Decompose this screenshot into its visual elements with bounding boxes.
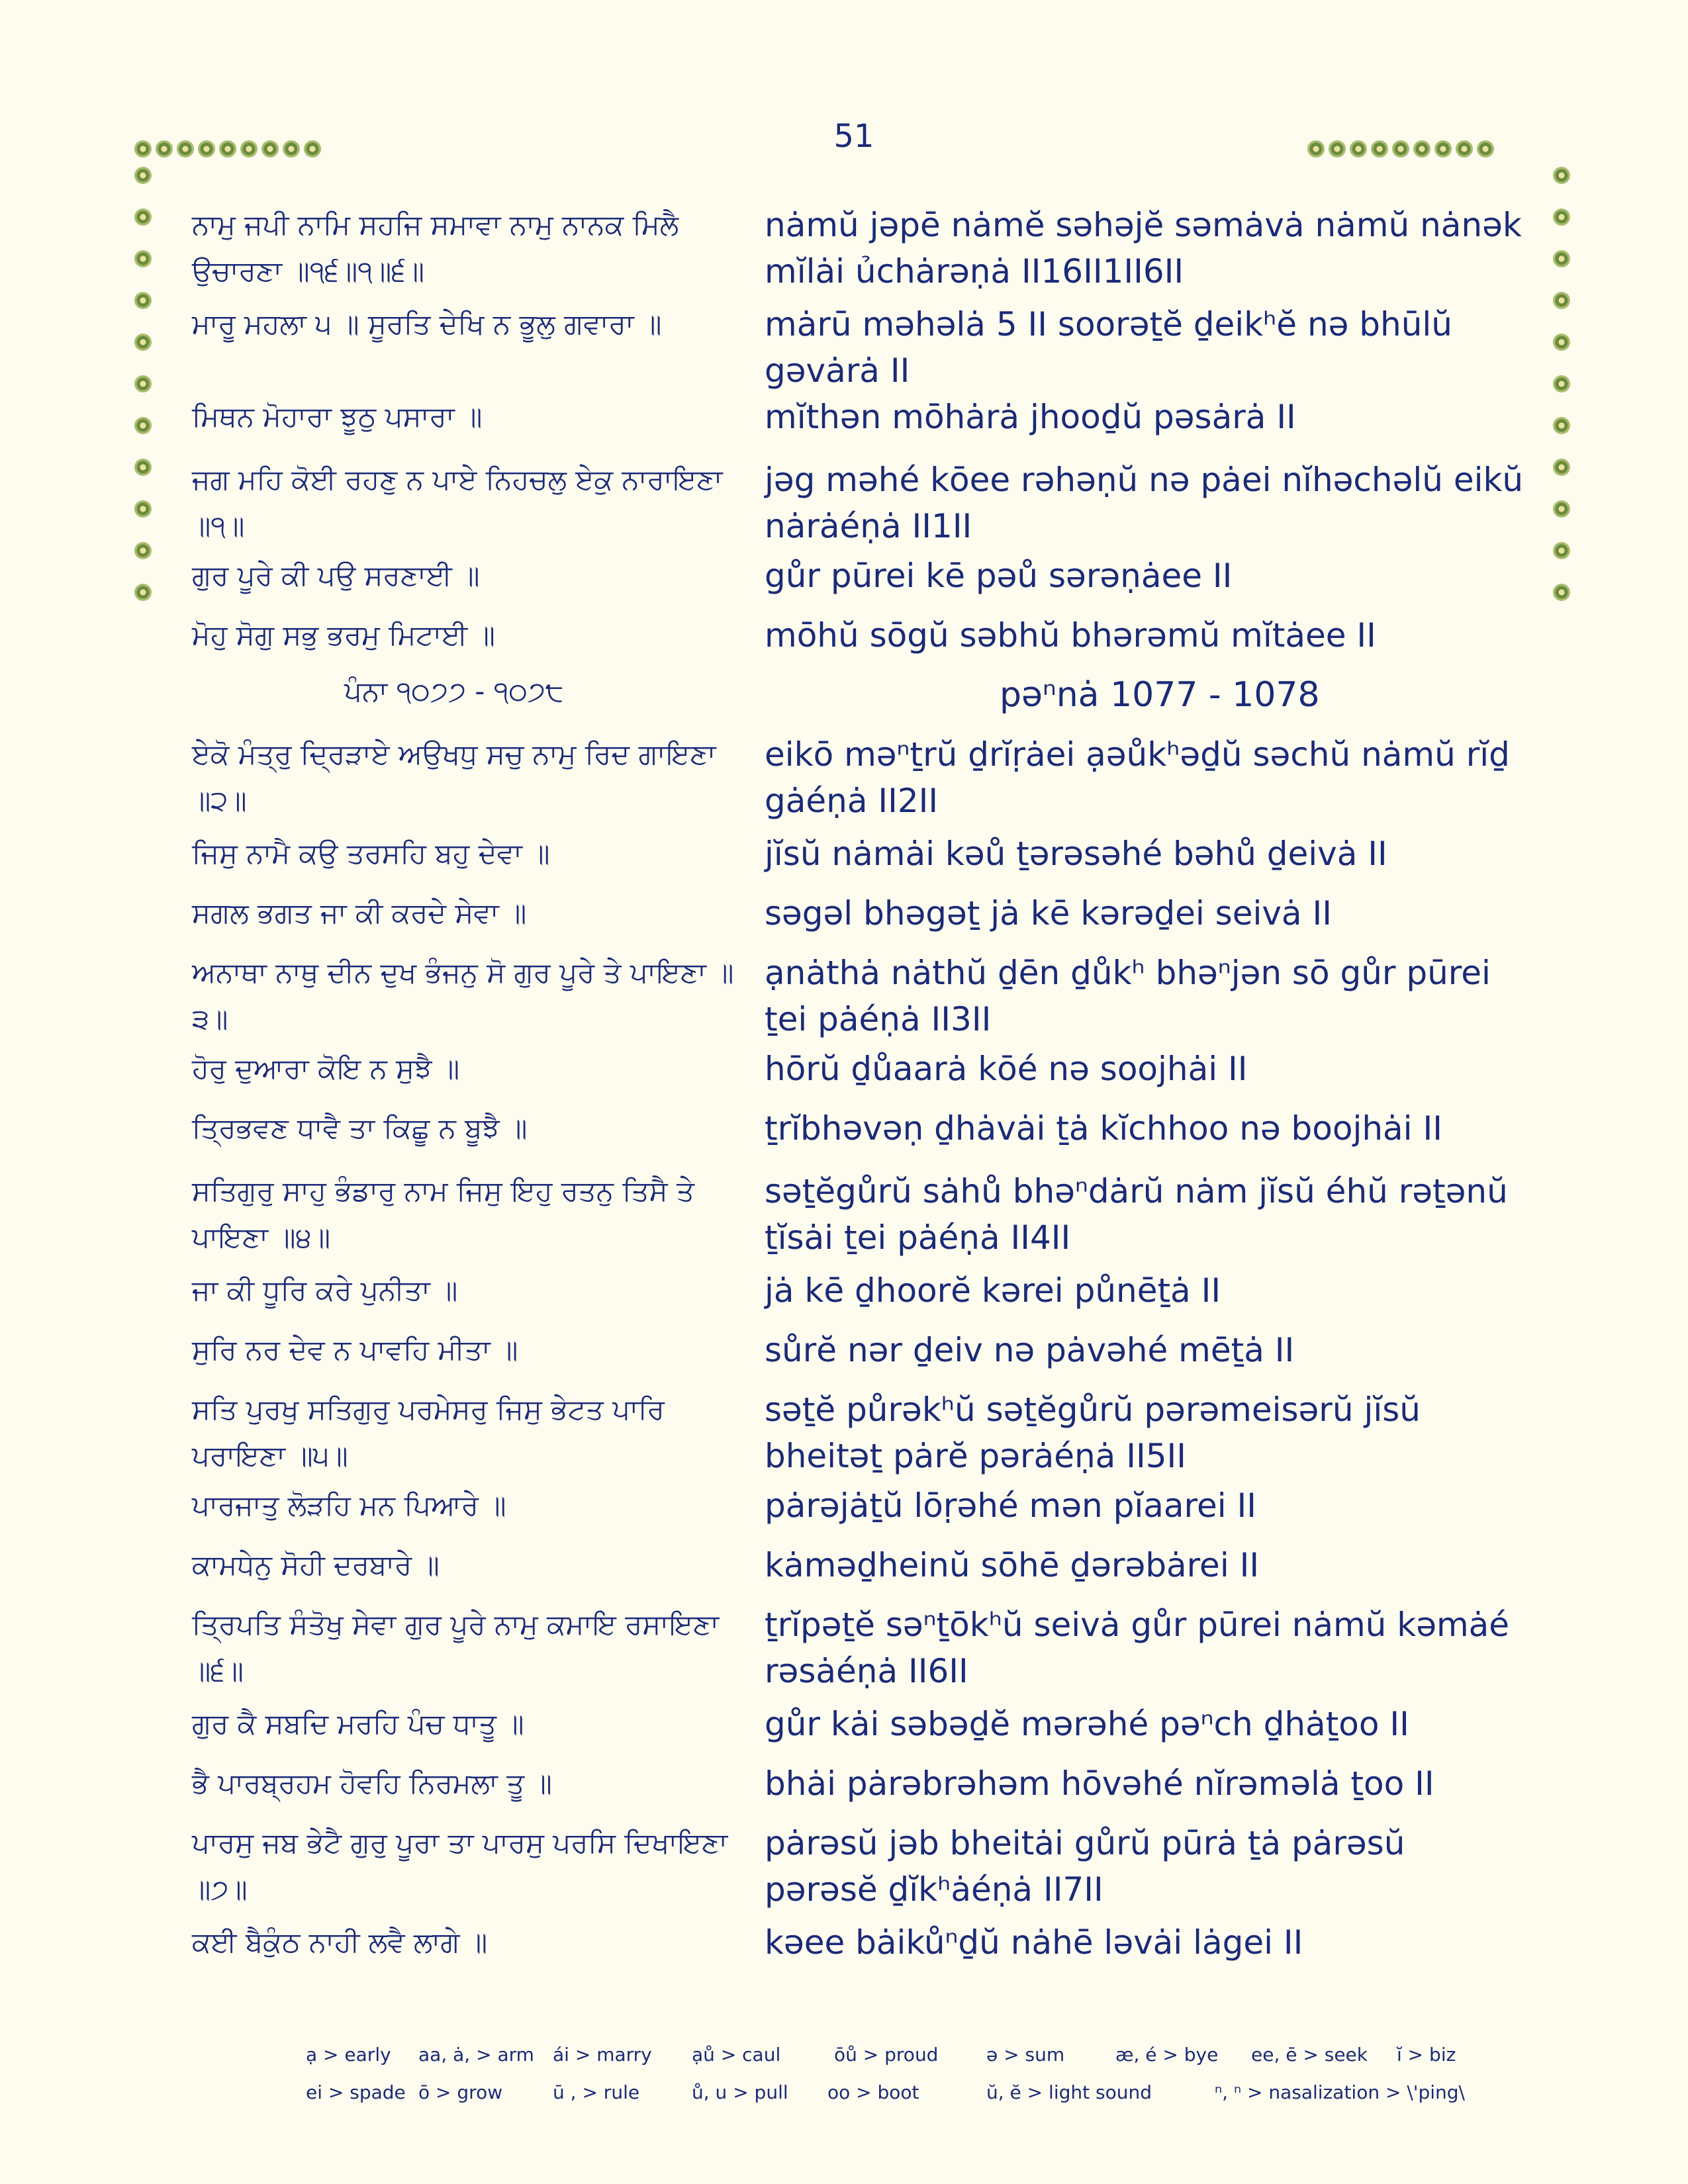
- page-number: 51: [833, 118, 874, 155]
- transliteration-line: gůr pūrei kē pəů sərəṇȧee II: [765, 557, 1233, 595]
- gurmukhi-line: ਪਾਰਸੁ ਜਬ ਭੇਟੈ ਗੁਰੁ ਪੂਰਾ ਤਾ ਪਾਰਸੁ ਪਰਸਿ ਦਿਖਾਇਣਾ ॥੭॥: [192, 1827, 728, 1905]
- transliteration-line: mĭthən mōhȧrȧ jhooḏŭ pəsȧrȧ II: [765, 398, 1296, 436]
- legend-entry: oo > boot: [827, 2081, 919, 2103]
- legend-entry: ạ > early: [306, 2044, 391, 2066]
- flower-icon: [1553, 459, 1570, 476]
- transliteration-line: pȧrəsŭ jəb bheitȧi gůrŭ pūrȧ ṯȧ pȧrəsŭ pərəsĕ ḏĭkʰȧéṇȧ II7II: [765, 1824, 1405, 1909]
- legend-entry: ů, u > pull: [692, 2081, 788, 2103]
- transliteration-line: ạnȧthȧ nȧthŭ ḏēn ḏůkʰ bhəⁿjən sō gůr pūrei ṯei pȧéṇȧ II3II: [765, 954, 1491, 1038]
- flower-icon: [1553, 542, 1570, 559]
- flower-icon: [134, 375, 152, 392]
- panna-label-translit: pəⁿnȧ 1077 - 1078: [1000, 675, 1320, 715]
- flower-icon: [1553, 334, 1570, 351]
- flower-icon: [219, 140, 236, 158]
- transliteration-line: səgəl bhəgəṯ jȧ kē kərəḏei seivȧ II: [765, 894, 1332, 933]
- transliteration-line: ṯrĭpəṯĕ səⁿṯōkʰŭ seivȧ gůr pūrei nȧmŭ kəmȧé rəsȧéṇȧ II6II: [765, 1606, 1510, 1690]
- transliteration-line: mȧrū məhəlȧ 5 II soorəṯĕ ḏeikʰĕ nə bhūlŭ gəvȧrȧ II: [765, 305, 1452, 390]
- panna-label-gurmukhi: ਪੰਨਾ ੧੦੭੭ - ੧੦੭੮: [344, 675, 564, 707]
- transliteration-line: bhȧi pȧrəbrəhəm hōvəhé nĭrəməlȧ ṯoo II: [765, 1764, 1434, 1803]
- transliteration-line: səṯĕ půrəkʰŭ səṯĕgůrŭ pərəmeisərŭ jĭsŭ bheitəṯ pȧrĕ pərȧéṇȧ II5II: [765, 1390, 1421, 1475]
- gurmukhi-line: ਏਕੋ ਮੰਤ੍ਰੁ ਦ੍ਰਿੜਾਏ ਅਉਖਧੁ ਸਚੁ ਨਾਮੁ ਰਿਦ ਗਾਇਣਾ ॥੨॥: [192, 738, 716, 817]
- flower-icon: [177, 140, 194, 158]
- legend-entry: ōů > proud: [834, 2044, 939, 2066]
- transliteration-line: jȧ kē ḏhoorĕ kərei půnēṯȧ II: [765, 1271, 1221, 1310]
- flower-icon: [261, 140, 279, 158]
- legend-entry: ⁿ, ⁿ > nasalization > \'ping\: [1215, 2081, 1465, 2103]
- gurmukhi-line: ਮਿਥਨ ਮੋਹਾਰਾ ਝੂਠੁ ਪਸਾਰਾ ॥: [192, 400, 483, 433]
- flower-icon: [1553, 292, 1570, 309]
- flower-icon: [1553, 417, 1570, 434]
- flower-icon: [1553, 584, 1570, 601]
- transliteration-line: nȧmŭ jəpē nȧmĕ səhəjĕ səmȧvȧ nȧmŭ nȧnək mĭlȧi ủchȧrəṇȧ II16II1II6II: [765, 206, 1522, 291]
- flower-icon: [1553, 500, 1570, 518]
- flower-icon: [1434, 140, 1452, 158]
- gurmukhi-line: ਮੋਹੁ ਸੋਗੁ ਸਭੁ ਭਰਮੁ ਮਿਟਾਈ ॥: [192, 619, 495, 651]
- flower-icon: [198, 140, 215, 158]
- gurmukhi-line: ਜਿਸੁ ਨਾਮੈ ਕਉ ਤਰਸਹਿ ਬਹੁ ਦੇਵਾ ॥: [192, 837, 550, 870]
- transliteration-line: pȧrəjȧṯŭ lōṛəhé mən pĭaarei II: [765, 1486, 1257, 1525]
- legend-entry: ee, ē > seek: [1251, 2044, 1368, 2066]
- transliteration-line: mōhŭ sōgŭ səbhŭ bhərəmŭ mĭtȧee II: [765, 616, 1376, 655]
- flower-icon: [134, 208, 152, 226]
- legend-entry: ei > spade: [306, 2081, 406, 2103]
- flower-icon: [134, 140, 152, 158]
- gurmukhi-line: ਗੁਰ ਕੈ ਸਬਦਿ ਮਰਹਿ ਪੰਚ ਧਾਤੂ ॥: [192, 1707, 524, 1740]
- gurmukhi-line: ਗੁਰ ਪੂਰੇ ਕੀ ਪਉ ਸਰਣਾਈ ॥: [192, 559, 480, 592]
- flower-icon: [1329, 140, 1346, 158]
- flower-icon: [134, 500, 152, 518]
- gurmukhi-line: ਜਗ ਮਹਿ ਕੋਈ ਰਹਣੁ ਨ ਪਾਏ ਨਿਹਚਲੁ ਏਕੁ ਨਾਰਾਇਣਾ ॥੧॥: [192, 463, 723, 542]
- transliteration-line: hōrŭ ḏůaarȧ kōé nə soojhȧi II: [765, 1050, 1248, 1088]
- gurmukhi-line: ਪਾਰਜਾਤੁ ਲੋੜਹਿ ਮਨ ਪਿਆਰੇ ॥: [192, 1489, 506, 1522]
- gurmukhi-line: ਸਤਿਗੁਰੁ ਸਾਹੁ ਭੰਡਾਰੁ ਨਾਮ ਜਿਸੁ ਇਹੁ ਰਤਨੁ ਤਿਸੈ ਤੇ ਪਾਇਣਾ ॥੪॥: [192, 1175, 694, 1253]
- transliteration-line: gůr kȧi səbəḏĕ mərəhé pəⁿch ḏhȧṯoo II: [765, 1705, 1409, 1743]
- gurmukhi-line: ਹੋਰੁ ਦੁਆਰਾ ਕੋਇ ਨ ਸੁਝੈ ॥: [192, 1052, 460, 1085]
- transliteration-line: jəg məhé kōee rəhəṇŭ nə pȧei nĭhəchəlŭ eikŭ nȧrȧéṇȧ II1II: [765, 461, 1524, 545]
- flower-icon: [1350, 140, 1367, 158]
- flower-icon: [134, 292, 152, 309]
- flower-icon: [240, 140, 258, 158]
- legend-entry: ō > grow: [418, 2081, 503, 2103]
- flower-icon: [156, 140, 173, 158]
- legend-entry: aa, ȧ, > arm: [418, 2044, 534, 2066]
- flower-icon: [1477, 140, 1494, 158]
- flower-icon: [1413, 140, 1430, 158]
- gurmukhi-line: ਮਾਰੂ ਮਹਲਾ ੫ ॥ ਸੂਰਤਿ ਦੇਖਿ ਨ ਭੂਲੁ ਗਵਾਰਾ ॥: [192, 308, 662, 340]
- gurmukhi-line: ਅਨਾਥਾ ਨਾਥੁ ਦੀਨ ਦੁਖ ਭੰਜਨੁ ਸੋ ਗੁਰ ਪੂਰੇ ਤੇ ਪਾਇਣਾ ॥੩॥: [192, 956, 734, 1035]
- gurmukhi-line: ਭੈ ਪਾਰਬ੍ਰਹਮ ਹੋਵਹਿ ਨਿਰਮਲਾ ਤੂ ॥: [192, 1767, 552, 1799]
- gurmukhi-line: ਤ੍ਰਿਭਵਣ ਧਾਵੈ ਤਾ ਕਿਛੂ ਨ ਬੂਝੈ ॥: [192, 1112, 528, 1144]
- transliteration-line: jĭsŭ nȧmȧi kəů ṯərəsəhé bəhů ḏeivȧ II: [765, 835, 1387, 873]
- gurmukhi-line: ਤ੍ਰਿਪਤਿ ਸੰਤੋਖੁ ਸੇਵਾ ਗੁਰ ਪੂਰੇ ਨਾਮੁ ਕਮਾਇ ਰਸਾਇਣਾ ॥੬॥: [192, 1608, 720, 1687]
- flower-icon: [1392, 140, 1409, 158]
- flower-icon: [304, 140, 321, 158]
- flower-icon: [1553, 375, 1570, 392]
- gurmukhi-line: ਕਾਮਧੇਨੁ ਸੋਹੀ ਦਰਬਾਰੇ ॥: [192, 1549, 440, 1581]
- transliteration-line: eikō məⁿṯrŭ ḏrĭṛȧei ạəůkʰəḏŭ səchŭ nȧmŭ rĭḏ gȧéṇȧ II2II: [765, 735, 1510, 820]
- transliteration-line: kəee bȧikůⁿḏŭ nȧhē ləvȧi lȧgei II: [765, 1923, 1303, 1962]
- flower-icon: [1456, 140, 1473, 158]
- transliteration-line: səṯĕgůrŭ sȧhů bhəⁿdȧrŭ nȧm jĭsŭ éhŭ rəṯənŭ ṯĭsȧi ṯei pȧéṇȧ II4II: [765, 1172, 1508, 1257]
- legend-entry: ạů > caul: [692, 2044, 781, 2066]
- transliteration-line: ṯrĭbhəvəṇ ḏhȧvȧi ṯȧ kĭchhoo nə boojhȧi II: [765, 1109, 1442, 1148]
- flower-icon: [134, 167, 152, 184]
- gurmukhi-line: ਸੁਰਿ ਨਰ ਦੇਵ ਨ ਪਾਵਹਿ ਮੀਤਾ ॥: [192, 1334, 518, 1366]
- gurmukhi-line: ਨਾਮੁ ਜਪੀ ਨਾਮਿ ਸਹਜਿ ਸਮਾਵਾ ਨਾਮੁ ਨਾਨਕ ਮਿਲੈ ਉਚਾਰਣਾ ॥੧੬॥੧॥੬॥: [192, 208, 679, 287]
- gurmukhi-line: ਕਈ ਬੈਕੁੰਠ ਨਾਹੀ ਲਵੈ ਲਾਗੇ ॥: [192, 1926, 488, 1958]
- legend-entry: ái > marry: [553, 2044, 652, 2066]
- gurmukhi-line: ਜਾ ਕੀ ਧੂਰਿ ਕਰੇ ਪੁਨੀਤਾ ॥: [192, 1274, 458, 1306]
- legend-entry: ə > sum: [986, 2044, 1065, 2066]
- flower-icon: [134, 459, 152, 476]
- flower-icon: [134, 250, 152, 267]
- flower-icon: [1553, 167, 1570, 184]
- flower-icon: [134, 334, 152, 351]
- flower-icon: [134, 417, 152, 434]
- legend-entry: ĭ > biz: [1397, 2044, 1456, 2066]
- transliteration-line: sůrĕ nər ḏeiv nə pȧvəhé mēṯȧ II: [765, 1331, 1295, 1369]
- gurmukhi-line: ਸਤਿ ਪੁਰਖੁ ਸਤਿਗੁਰੁ ਪਰਮੇਸਰੁ ਜਿਸੁ ਭੇਟਤ ਪਾਰਿ ਪਰਾਇਣਾ ॥੫॥: [192, 1393, 665, 1472]
- flower-icon: [283, 140, 300, 158]
- transliteration-line: kȧməḏheinŭ sōhē ḏərəbȧrei II: [765, 1546, 1260, 1584]
- flower-icon: [1371, 140, 1388, 158]
- legend-entry: ŭ, ĕ > light sound: [986, 2081, 1152, 2103]
- flower-icon: [1553, 208, 1570, 226]
- legend-entry: æ, é > bye: [1115, 2044, 1219, 2066]
- flower-icon: [134, 584, 152, 601]
- flower-icon: [134, 542, 152, 559]
- gurmukhi-line: ਸਗਲ ਭਗਤ ਜਾ ਕੀ ਕਰਦੇ ਸੇਵਾ ॥: [192, 897, 527, 929]
- flower-icon: [1553, 250, 1570, 267]
- legend-entry: ū , > rule: [553, 2081, 640, 2103]
- flower-icon: [1307, 140, 1325, 158]
